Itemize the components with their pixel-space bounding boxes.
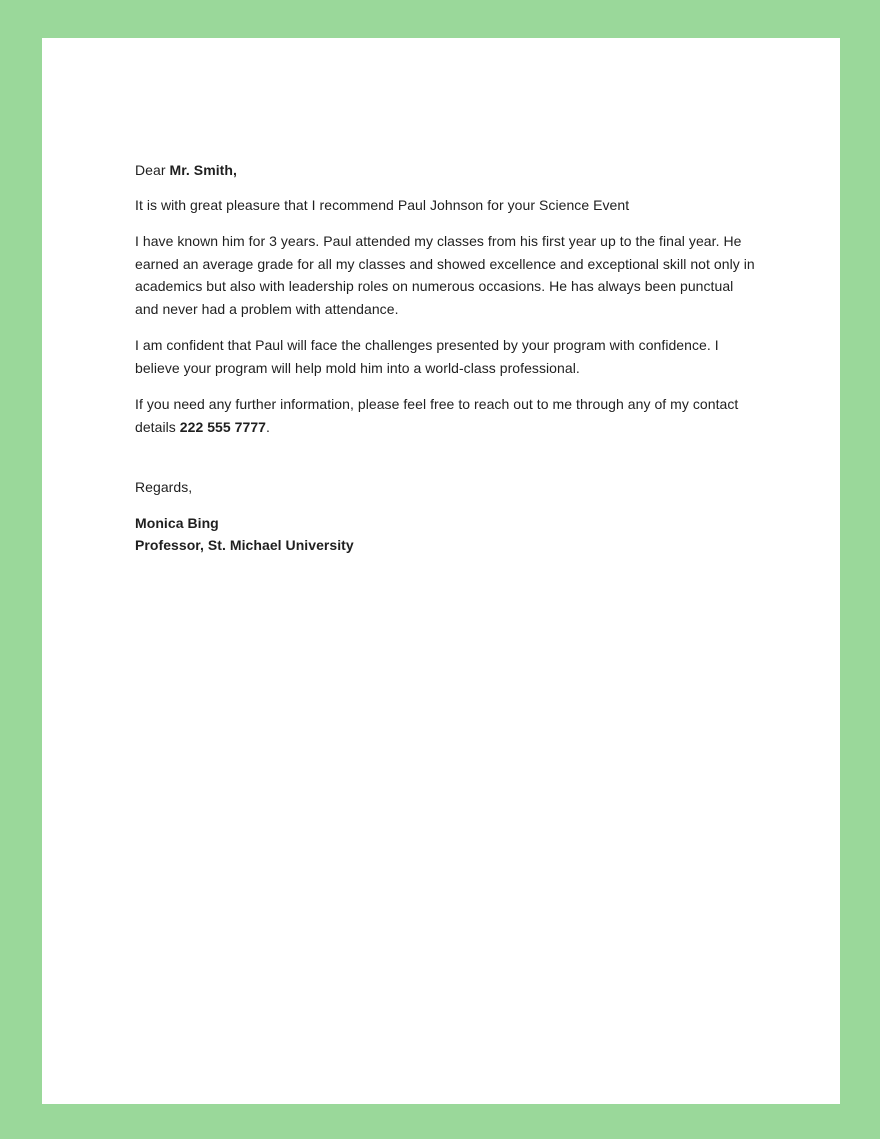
salutation-prefix: Dear [135,162,170,178]
letter-body [135,159,755,557]
contact-period: . [266,418,270,435]
paragraph-confidence: I am confident that Paul will face the challenges presented by your program with confidence. I believe your program will help mold him into a world-class professional. [135,337,719,376]
signer-name: Monica Bing [135,514,219,531]
paragraph-contact [135,393,755,438]
intro-line: It is with great pleasure that I recommend Paul Johnson for your Science Event [135,196,630,213]
contact-text: If you need any further information, please feel free to reach out to me through any of my contact details [135,396,739,435]
recipient-name: Mr. Smith, [169,162,237,178]
contact-phone: 222 555 7777 [179,418,267,435]
letter-page [42,38,840,1104]
signer-title: Professor, St. Michael University [135,537,354,553]
salutation [135,159,755,182]
closing: Regards, [135,479,193,495]
paragraph-history: I have known him for 3 years. Paul attended my classes from his first year up to the final year. He earned an average grade for all my classes and showed excellence and exceptional skill not only in academics but also with leadership roles on numerous occasions. He has always been punctual and never had a problem with attendance. [135,233,755,317]
